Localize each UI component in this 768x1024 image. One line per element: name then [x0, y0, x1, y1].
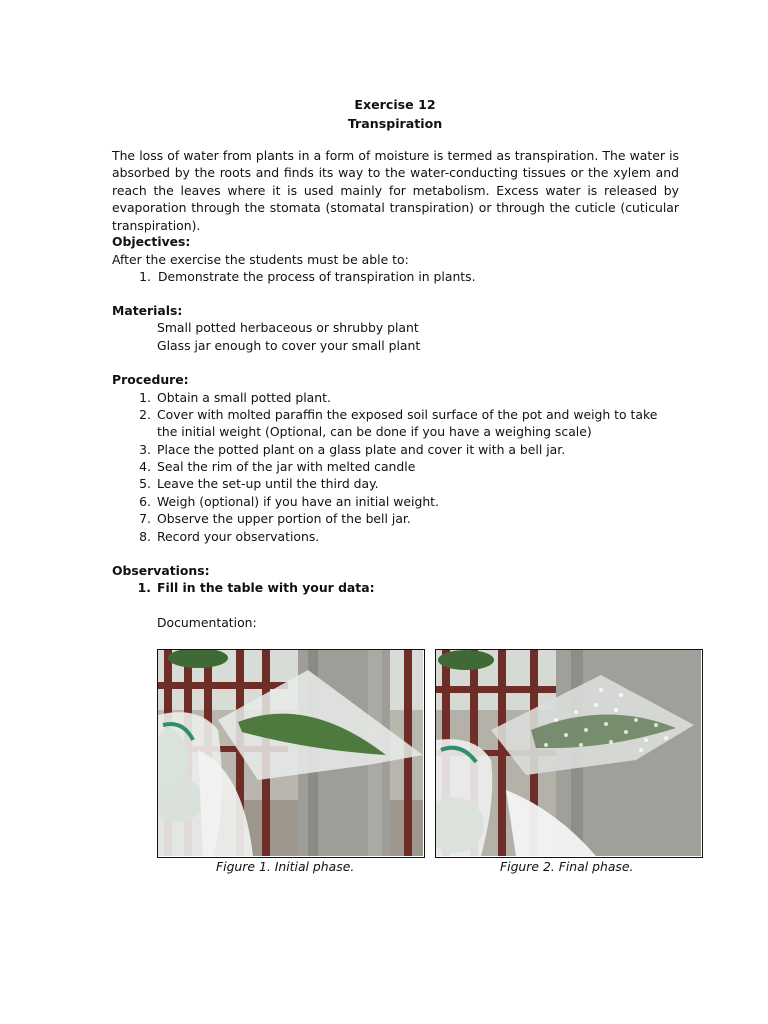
procedure-step-number: 8.	[139, 529, 151, 544]
intro-paragraph: The loss of water from plants in a form of moisture is termed as transpiration. The water is absorbed by the roots and finds its way to the water-conducting tissues or the xylem and reach the leaves where it is used mainly for metabolism. Excess water is released by evaporation through the stomata (stomatal transpiration) or through the cuticle (cuticular transpiration).	[112, 148, 679, 233]
procedure-step: Leave the set-up until the third day.	[157, 476, 379, 491]
figure-1-photo	[157, 649, 425, 858]
objectives-heading: Objectives:	[112, 234, 191, 249]
objective-item: Demonstrate the process of transpiration in plants.	[158, 269, 476, 284]
observations-heading: Observations:	[112, 563, 210, 578]
procedure-step-number: 3.	[139, 442, 151, 457]
material-item: Glass jar enough to cover your small plant	[157, 338, 421, 353]
objective-number: 1.	[139, 269, 151, 284]
procedure-step-number: 6.	[139, 494, 151, 509]
procedure-step: Obtain a small potted plant.	[157, 390, 331, 405]
figure-2-caption: Figure 2. Final phase.	[500, 859, 634, 874]
procedure-step-number: 4.	[139, 459, 151, 474]
observation-number: 1.	[137, 580, 151, 595]
figure-2-photo	[435, 649, 703, 858]
exercise-number: Exercise 12	[354, 97, 436, 112]
procedure-step-number: 1.	[139, 390, 151, 405]
procedure-step: Place the potted plant on a glass plate and cover it with a bell jar.	[157, 442, 566, 457]
procedure-step: Observe the upper portion of the bell jar.	[157, 511, 411, 526]
procedure-step-number: 2.	[139, 407, 151, 422]
procedure-step-number: 5.	[139, 476, 151, 491]
materials-heading: Materials:	[112, 303, 183, 318]
procedure-step: Weigh (optional) if you have an initial weight.	[157, 494, 439, 509]
documentation-label: Documentation:	[157, 615, 257, 630]
figure-1-caption: Figure 1. Initial phase.	[216, 859, 355, 874]
objectives-lead: After the exercise the students must be able to:	[112, 252, 409, 267]
procedure-step: Cover with molted paraffin the exposed soil surface of the pot and weigh to take	[157, 407, 658, 422]
procedure-step-number: 7.	[139, 511, 151, 526]
procedure-step: Seal the rim of the jar with melted candle	[157, 459, 416, 474]
material-item: Small potted herbaceous or shrubby plant	[157, 320, 419, 335]
procedure-step: Record your observations.	[157, 529, 320, 544]
observation-item: Fill in the table with your data:	[157, 580, 375, 595]
exercise-title: Transpiration	[347, 116, 443, 131]
procedure-heading: Procedure:	[112, 372, 189, 387]
procedure-step-continuation: the initial weight (Optional, can be done if you have a weighing scale)	[157, 424, 592, 439]
